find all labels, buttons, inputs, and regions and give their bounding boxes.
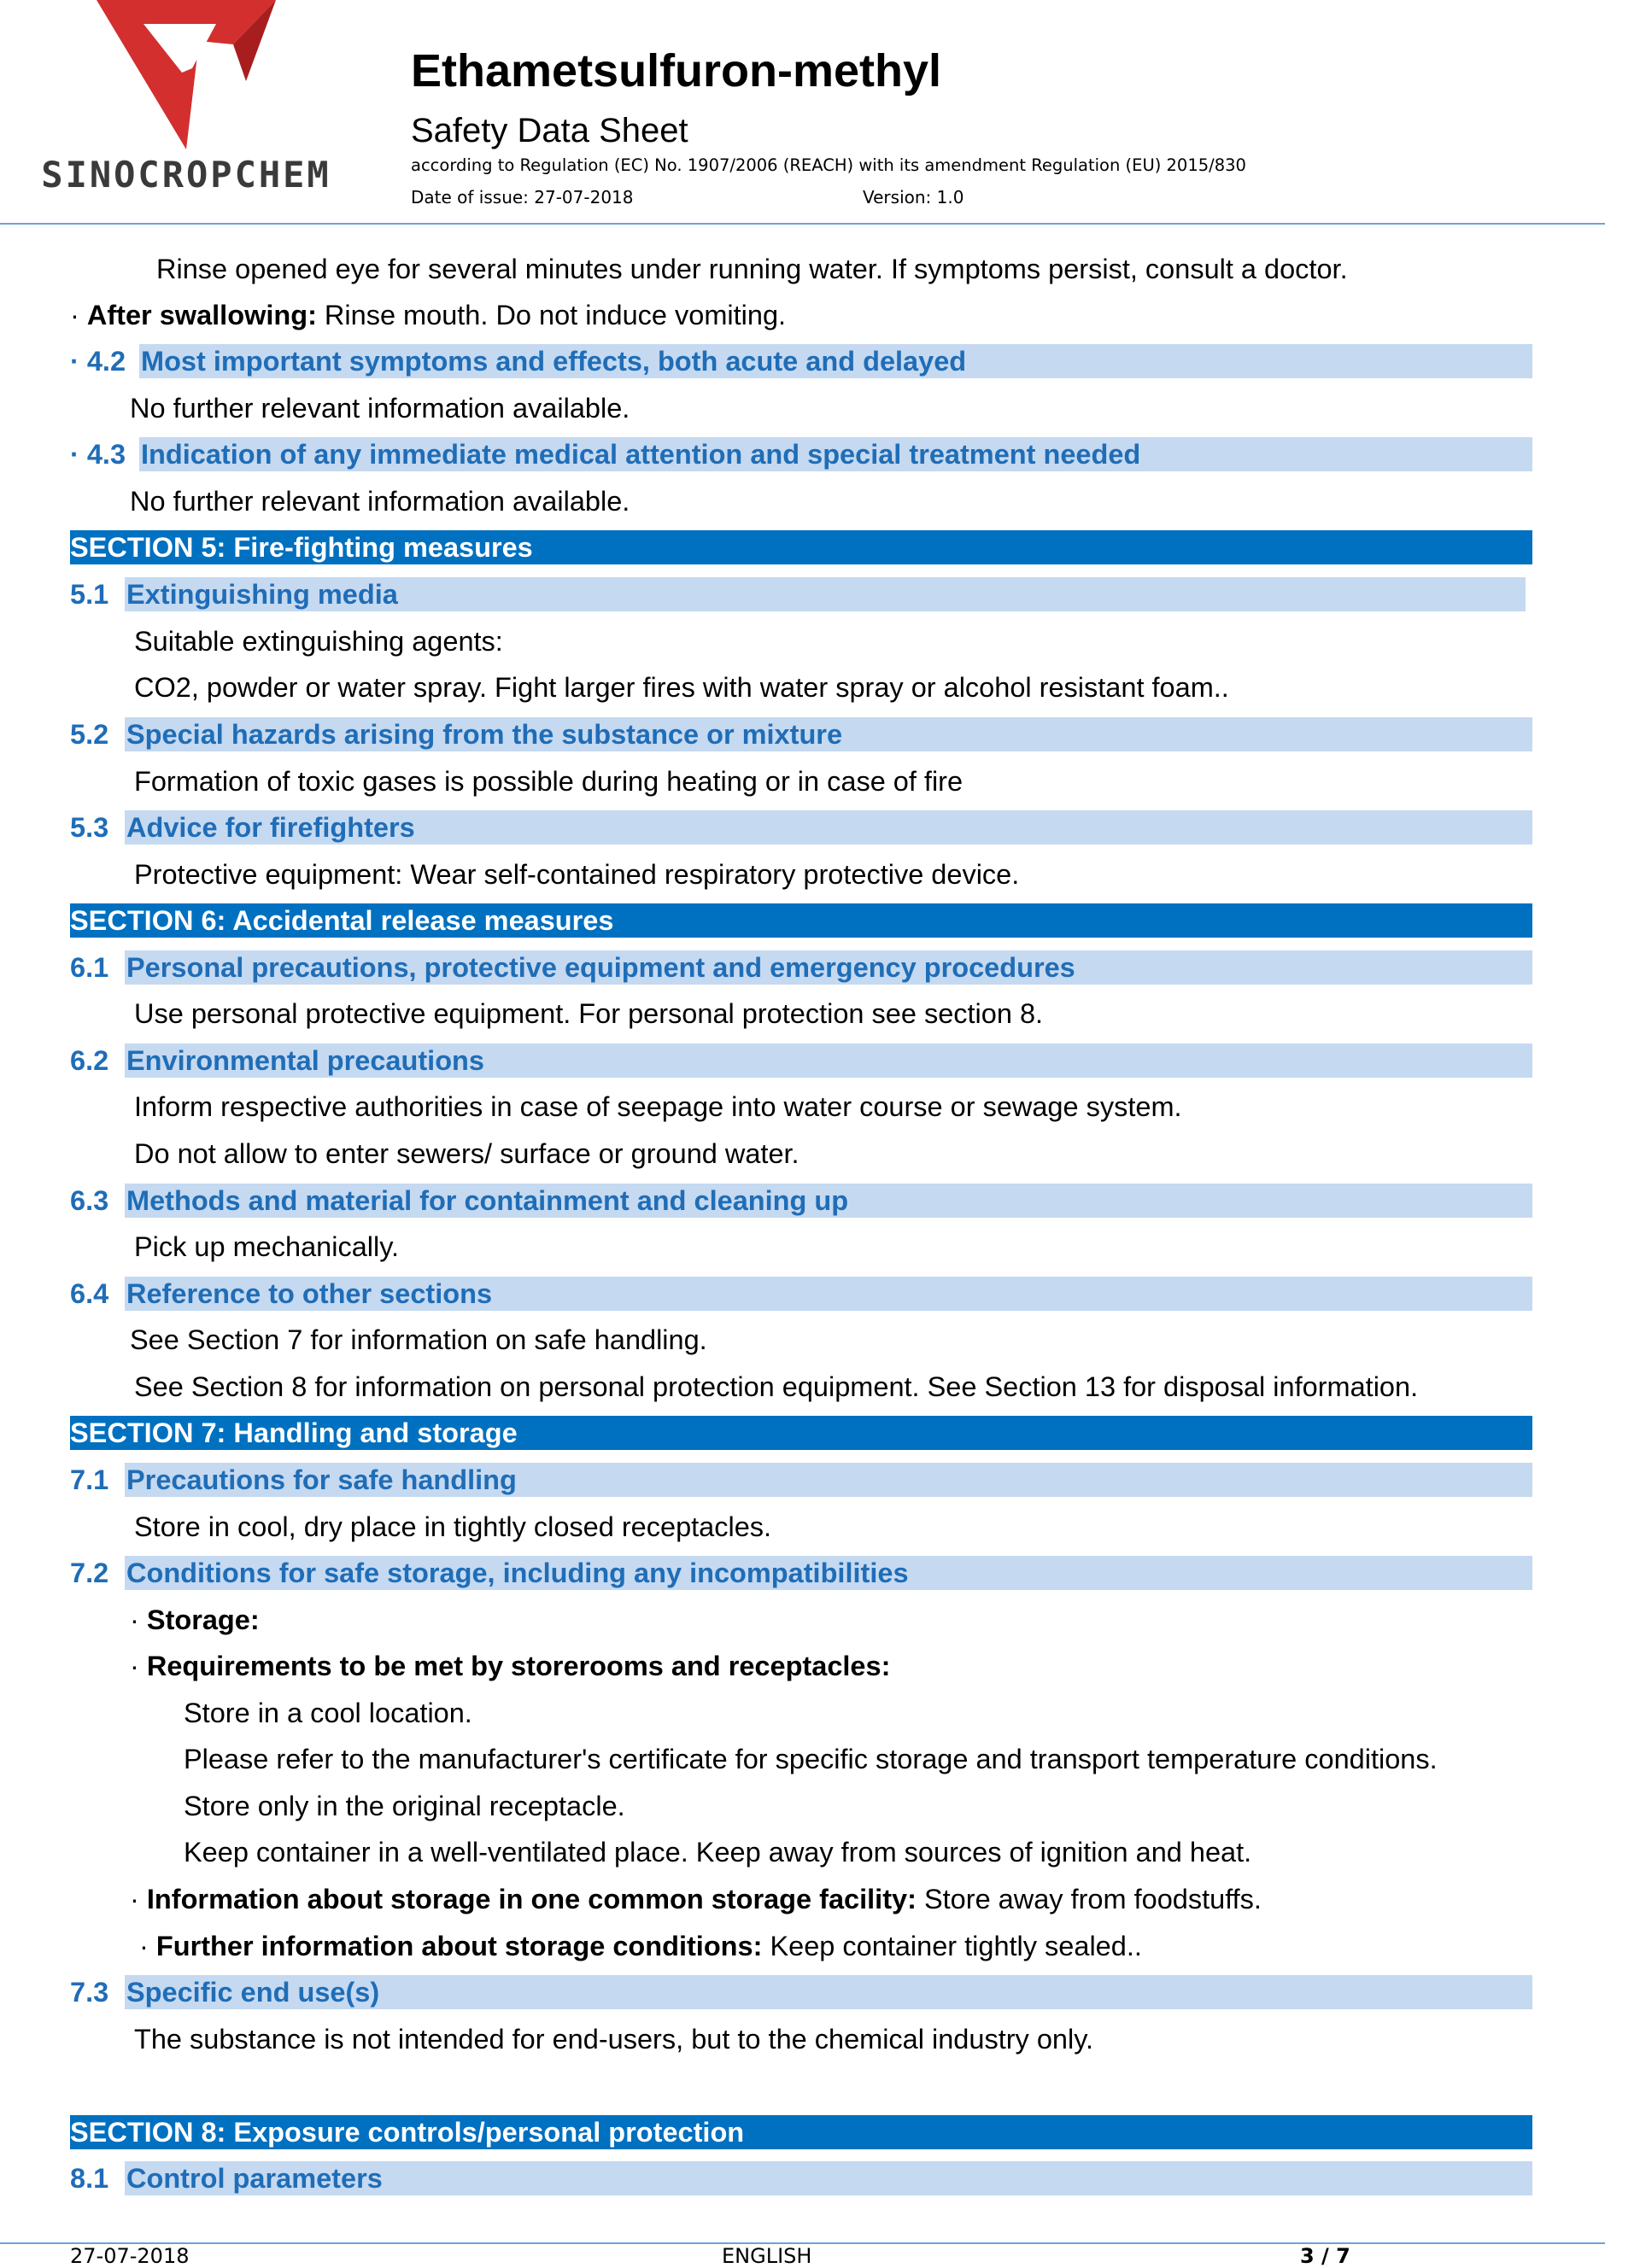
subsection-number: 7.1 <box>70 1464 109 1495</box>
subsection-text: CO2, powder or water spray. Fight larger fires with water spray or alcohol resistant foam.. <box>134 672 1229 703</box>
subsection-number: 8.1 <box>70 2163 109 2194</box>
further-info-label: Further information about storage conditions: <box>155 1931 763 1961</box>
subsection-text: Store in cool, dry place in tightly closed receptacles. <box>134 1511 772 1542</box>
bullet: · <box>130 1884 139 1914</box>
logo-emblem-icon <box>97 0 276 149</box>
subsection-number: · 4.2 <box>70 346 126 377</box>
bullet: · <box>130 1605 139 1635</box>
subsection-number: 6.4 <box>70 1278 109 1309</box>
requirements-line <box>130 1649 890 1683</box>
subsection-text: Formation of toxic gases is possible during heating or in case of fire <box>134 766 964 797</box>
subsection-number: 6.2 <box>70 1045 109 1076</box>
page-number: 3 / 7 <box>1300 2244 1350 2268</box>
document-title: Ethametsulfuron-methyl <box>411 45 942 96</box>
document-version: Version: 1.0 <box>863 187 964 208</box>
requirements-text: Store only in the original receptacle. <box>184 1791 625 1821</box>
subsection-title: Control parameters <box>125 2161 1532 2195</box>
requirements-text: Please refer to the manufacturer's certificate for specific storage and transport temperature conditions. <box>184 1744 1438 1774</box>
header-divider <box>0 223 1605 225</box>
subsection-title: Precautions for safe handling <box>125 1463 1532 1497</box>
regulation-text: according to Regulation (EC) No. 1907/2006 (REACH) with its amendment Regulation (EU) 2015/830 <box>411 155 1246 175</box>
section-5-header: SECTION 5: Fire-fighting measures <box>70 530 1532 564</box>
subsection-text: No further relevant information available. <box>130 486 630 517</box>
first-aid-eye-text: Rinse opened eye for several minutes under running water. If symptoms persist, consult a doctor. <box>156 254 1348 284</box>
storage-label: Storage: <box>146 1605 260 1635</box>
after-swallowing-line <box>70 298 786 332</box>
subsection-text: Pick up mechanically. <box>134 1231 400 1262</box>
after-swallowing-text: Rinse mouth. Do not induce vomiting. <box>316 300 787 330</box>
document-subtitle: Safety Data Sheet <box>411 112 688 149</box>
subsection-title: Advice for firefighters <box>125 810 1532 845</box>
footer-date: 27-07-2018 <box>70 2244 190 2268</box>
subsection-number: 7.3 <box>70 1977 109 2008</box>
common-storage-label: Information about storage in one common storage facility: <box>146 1884 917 1914</box>
date-of-issue: Date of issue: 27-07-2018 <box>411 187 634 208</box>
storage-line <box>130 1603 260 1637</box>
subsection-text: No further relevant information available. <box>130 393 630 424</box>
section-6-header: SECTION 6: Accidental release measures <box>70 903 1532 938</box>
subsection-number: 6.1 <box>70 952 109 983</box>
footer-language: ENGLISH <box>722 2244 812 2268</box>
subsection-number: 5.3 <box>70 812 109 843</box>
subsection-title: Specific end use(s) <box>125 1975 1532 2009</box>
subsection-text: See Section 7 for information on safe handling. <box>130 1324 707 1355</box>
subsection-title: Extinguishing media <box>125 577 1526 611</box>
requirements-label: Requirements to be met by storerooms and receptacles: <box>146 1651 891 1681</box>
subsection-title: Personal precautions, protective equipment and emergency procedures <box>125 950 1532 985</box>
subsection-text: See Section 8 for information on personal protection equipment. See Section 13 for disposal information. <box>134 1371 1419 1402</box>
subsection-title: Special hazards arising from the substance or mixture <box>125 717 1532 751</box>
subsection-title: Reference to other sections <box>125 1277 1532 1311</box>
subsection-number: 7.2 <box>70 1558 109 1588</box>
after-swallowing-label: After swallowing: <box>86 300 317 330</box>
bullet: · <box>130 1651 139 1681</box>
bullet: · <box>70 300 79 330</box>
subsection-number: 5.1 <box>70 579 109 610</box>
subsection-title: Conditions for safe storage, including any incompatibilities <box>125 1556 1532 1590</box>
subsection-number: · 4.3 <box>70 439 126 470</box>
subsection-text: Do not allow to enter sewers/ surface or ground water. <box>134 1138 800 1169</box>
subsection-text: Suitable extinguishing agents: <box>134 626 503 657</box>
requirements-text: Store in a cool location. <box>184 1698 472 1728</box>
subsection-title: Most important symptoms and effects, both acute and delayed <box>139 344 1532 378</box>
company-logo <box>15 0 357 201</box>
section-8-header: SECTION 8: Exposure controls/personal protection <box>70 2115 1532 2149</box>
section-7-header: SECTION 7: Handling and storage <box>70 1416 1532 1450</box>
subsection-text: The substance is not intended for end-users, but to the chemical industry only. <box>134 2024 1094 2055</box>
common-storage-text: Store away from foodstuffs. <box>916 1884 1262 1914</box>
subsection-title: Indication of any immediate medical attention and special treatment needed <box>139 437 1532 471</box>
bullet: · <box>139 1931 149 1961</box>
subsection-number: 5.2 <box>70 719 109 750</box>
subsection-title: Environmental precautions <box>125 1043 1532 1078</box>
common-storage-line <box>130 1882 1262 1916</box>
requirements-text: Keep container in a well-ventilated place. Keep away from sources of ignition and heat. <box>184 1837 1252 1868</box>
company-name: SINOCROPCHEM <box>41 154 331 196</box>
subsection-number: 6.3 <box>70 1185 109 1216</box>
subsection-text: Inform respective authorities in case of seepage into water course or sewage system. <box>134 1091 1182 1122</box>
further-info-line <box>139 1929 1142 1963</box>
subsection-title: Methods and material for containment and cleaning up <box>125 1184 1532 1218</box>
subsection-text: Protective equipment: Wear self-contained respiratory protective device. <box>134 859 1020 890</box>
further-info-text: Keep container tightly sealed.. <box>762 1931 1142 1961</box>
subsection-text: Use personal protective equipment. For personal protection see section 8. <box>134 998 1044 1029</box>
